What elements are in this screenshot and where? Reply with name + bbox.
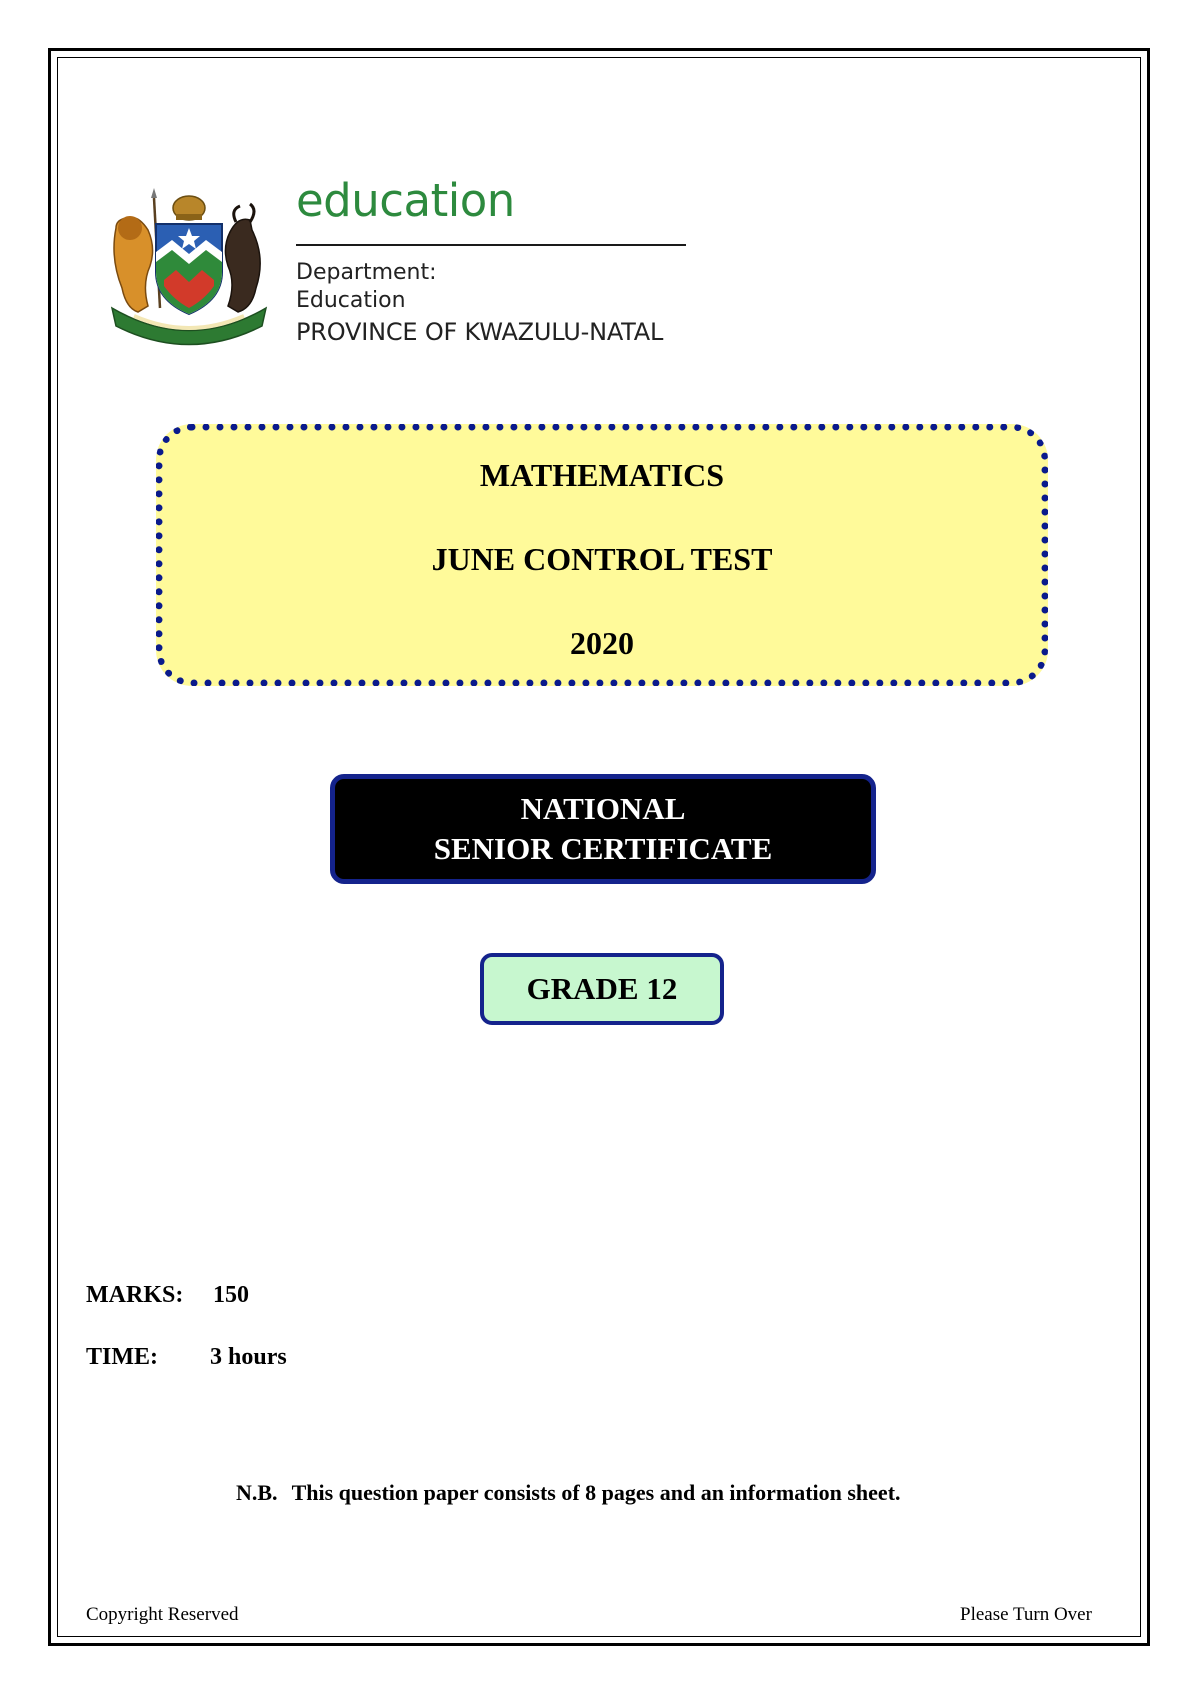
certificate-banner: [330, 774, 876, 884]
test-name: JUNE CONTROL TEST: [431, 541, 773, 577]
education-line: Education: [296, 288, 406, 313]
subject-title: MATHEMATICS: [479, 457, 725, 493]
kwazulu-natal-coat-of-arms-icon: [104, 188, 274, 348]
certificate-line-2: SENIOR CERTIFICATE: [433, 831, 773, 866]
nb-label: N.B.: [236, 1480, 278, 1505]
grade-badge: [480, 953, 724, 1025]
marks-label: MARKS:: [86, 1282, 184, 1308]
nb-note: [236, 1480, 901, 1506]
test-year: 2020: [570, 625, 634, 661]
marks-value: 150: [213, 1282, 249, 1308]
education-wordmark: education: [296, 174, 515, 227]
department-logo: [104, 174, 704, 352]
department-line: Department:: [296, 260, 437, 285]
nb-text: This question paper consists of 8 pages and an information sheet.: [291, 1480, 901, 1505]
title-box: [156, 424, 1048, 686]
time-value: 3 hours: [210, 1344, 287, 1370]
wordmark-divider: [296, 244, 686, 246]
footer-turn-over: Please Turn Over: [960, 1604, 1092, 1625]
grade-label: GRADE 12: [526, 971, 678, 1006]
certificate-line-1: NATIONAL: [520, 791, 686, 826]
footer-copyright: Copyright Reserved: [86, 1604, 239, 1625]
time-label: TIME:: [86, 1344, 158, 1370]
province-line: PROVINCE OF KWAZULU-NATAL: [296, 318, 664, 346]
